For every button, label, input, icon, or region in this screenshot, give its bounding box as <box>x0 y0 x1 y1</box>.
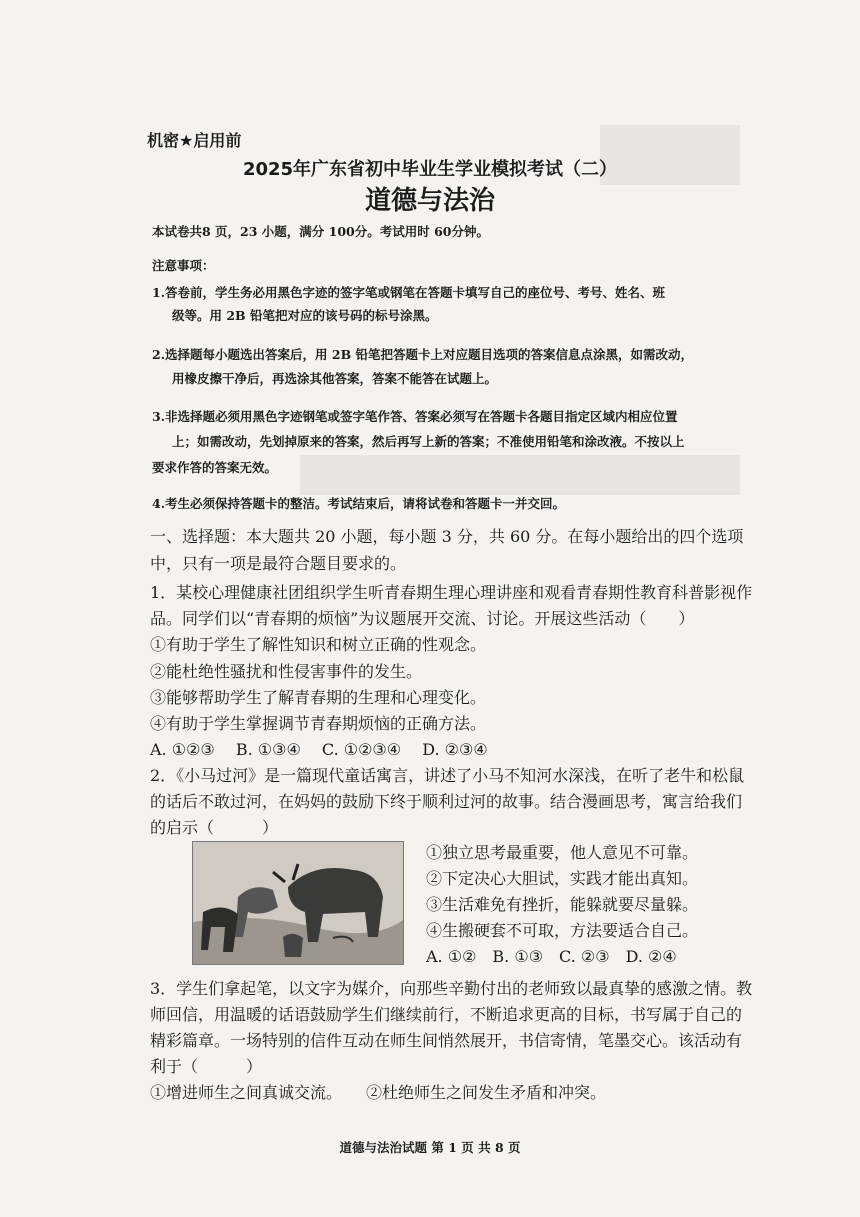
confidential-mark: 机密★启用前 <box>147 131 242 150</box>
question-1-statement: ③能够帮助学生了解青春期的生理和心理变化。 <box>150 688 487 707</box>
notice-line: 要求作答的答案无效。 <box>152 460 278 475</box>
question-2-statement: ②下定决心大胆试，实践才能出真知。 <box>426 869 699 888</box>
subject-title: 道德与法治 <box>364 186 495 216</box>
notice-line: 上；如需改动，先划掉原来的答案，然后再写上新的答案；不准使用铅笔和涂改液。不按以上 <box>172 434 685 449</box>
cartoon-image <box>192 841 404 965</box>
section-heading: 一、选择题：本大题共 20 小题，每小题 3 分，共 60 分。在每小题给出的四个选项 <box>150 527 744 546</box>
question-1-text: 1．某校心理健康社团组织学生听青春期生理心理讲座和观看青春期性教育科普影视作 <box>150 583 753 602</box>
question-2-statement: ③生活难免有挫折，能躲就要尽量躲。 <box>426 895 699 914</box>
notice-line: 2.选择题每小题选出答案后，用 2B 铅笔把答题卡上对应题目选项的答案信息点涂黑，如需改动， <box>152 347 694 362</box>
bleed-through <box>300 455 740 495</box>
question-2-options: A. ①② B. ①③ C. ②③ D. ②④ <box>426 947 677 966</box>
question-3-text: 精彩篇章。一场特别的信件互动在师生间悄然展开，书信寄情，笔墨交心。该活动有 <box>150 1031 743 1050</box>
question-2-statement: ④生搬硬套不可取，方法要适合自己。 <box>426 921 699 940</box>
page-footer: 道德与法治试题 第 1 页 共 8 页 <box>339 1140 521 1155</box>
question-2-statement: ①独立思考最重要，他人意见不可靠。 <box>426 843 699 862</box>
notice-line: 1.答卷前，学生务必用黑色字迹的签字笔或钢笔在答题卡填写自己的座位号、考号、姓名、班 <box>152 285 666 300</box>
question-2-text: 的话后不敢过河，在妈妈的鼓励下终于顺利过河的故事。结合漫画思考，寓言给我们 <box>150 792 743 811</box>
notice-line: 用橡皮擦干净后，再选涂其他答案，答案不能答在试题上。 <box>172 371 498 386</box>
question-3-statement: ①增进师生之间真诚交流。 ②杜绝师生之间发生矛盾和冲突。 <box>150 1083 607 1102</box>
exam-summary: 本试卷共8 页，23 小题，满分 100分。考试用时 60分钟。 <box>152 224 489 239</box>
notice-line: 级等。用 2B 铅笔把对应的该号码的标号涂黑。 <box>172 308 438 323</box>
notice-title: 注意事项： <box>152 258 215 273</box>
question-1-options: A. ①②③ B. ①③④ C. ①②③④ D. ②③④ <box>150 740 488 759</box>
question-3-text: 师回信，用温暖的话语鼓励学生们继续前行，不断追求更高的目标，书写属于自己的 <box>150 1005 743 1024</box>
question-1-statement: ④有助于学生掌握调节青春期烦恼的正确方法。 <box>150 714 487 733</box>
question-2-text: 2．《小马过河》是一篇现代童话寓言，讲述了小马不知河水深浅，在听了老牛和松鼠 <box>150 766 745 785</box>
question-1-text: 品。同学们以“青春期的烦恼”为议题展开交流、讨论。开展这些活动（ ） <box>150 609 695 628</box>
question-1-statement: ②能杜绝性骚扰和性侵害事件的发生。 <box>150 662 423 681</box>
question-2-text: 的启示（ ） <box>150 818 279 837</box>
notice-line: 3.非选择题必须用黑色字迹钢笔或签字笔作答、答案必须写在答题卡各题目指定区域内相应位置 <box>152 409 678 424</box>
question-3-text: 利于（ ） <box>150 1057 263 1076</box>
exam-title: 2025年广东省初中毕业生学业模拟考试（二） <box>242 159 618 180</box>
question-3-text: 3．学生们拿起笔，以文字为媒介，向那些辛勤付出的老师致以最真挚的感激之情。教 <box>150 979 753 998</box>
cartoon-illustration-icon <box>193 842 403 964</box>
section-heading: 中，只有一项是最符合题目要求的。 <box>150 554 407 573</box>
question-1-statement: ①有助于学生了解性知识和树立正确的性观念。 <box>150 635 487 654</box>
notice-line: 4.考生必须保持答题卡的整洁。考试结束后，请将试卷和答题卡一并交回。 <box>152 496 566 511</box>
